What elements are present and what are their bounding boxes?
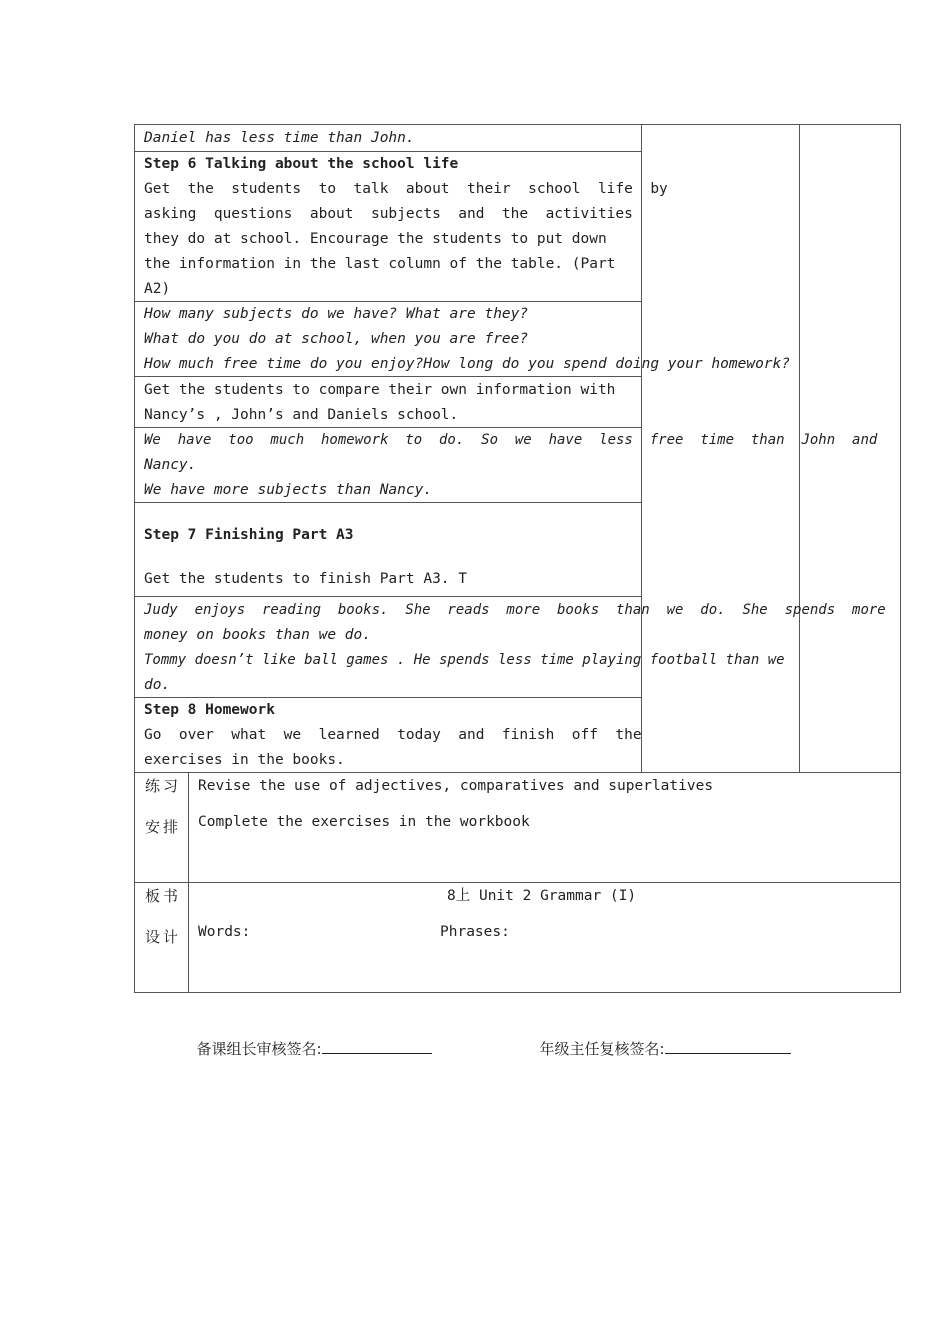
compare-text: Nancy’s , John’s and Daniels school. [144, 407, 459, 423]
a3-sentence: do. [144, 677, 171, 693]
board-phrases: Phrases: [440, 924, 510, 940]
answer: We have too much homework to do. So we have less free time than John and [144, 432, 878, 448]
practice-label: 练习 [145, 777, 182, 795]
answer: We have more subjects than Nancy. [144, 482, 433, 498]
practice-label: 安排 [145, 818, 182, 836]
step6-text: they do at school. Encourage the students to put down [144, 231, 607, 247]
step6-text: asking questions about subjects and the activities [144, 206, 633, 222]
step7-title: Step 7 Finishing Part A3 [144, 527, 354, 543]
row-divider [134, 596, 641, 597]
board-label: 板书 [145, 887, 182, 905]
step6-text: the information in the last column of the table. (Part [144, 256, 616, 272]
signature-right [530, 1020, 791, 1059]
board-words: Words: [198, 924, 251, 940]
question: How many subjects do we have? What are they? [144, 306, 529, 322]
step6-title: Step 6 Talking about the school life [144, 156, 459, 172]
step6-text: Get the students to talk about their school life by [144, 181, 668, 197]
signature-right-line [665, 1039, 791, 1054]
step8-title: Step 8 Homework [144, 702, 275, 718]
question: What do you do at school, when you are free? [144, 331, 529, 347]
signature-left-label: 备课组长审核签名: [196, 1040, 322, 1058]
a3-sentence: money on books than we do. [144, 627, 371, 643]
step8-text: Go over what we learned today and finish off the [144, 727, 642, 743]
example-sentence: Daniel has less time than John. [144, 130, 415, 146]
practice-line: Complete the exercises in the workbook [198, 814, 530, 830]
answer: Nancy. [144, 457, 197, 473]
section-divider [134, 882, 901, 883]
a3-sentence: Judy enjoys reading books. She reads more books than we do. She spends more [144, 602, 886, 618]
a3-sentence: Tommy doesn’t like ball games . He spends less time playing football than we [144, 652, 785, 668]
step7-text: Get the students to finish Part A3. T [144, 571, 468, 587]
signature-left [187, 1020, 432, 1059]
practice-line: Revise the use of adjectives, comparatives and superlatives [198, 778, 714, 794]
board-title: 8上 Unit 2 Grammar (I) [447, 888, 637, 904]
question: How much free time do you enjoy?How long do you spend doing your homework? [144, 356, 791, 372]
step6-text: A2) [144, 281, 171, 297]
step8-text: exercises in the books. [144, 752, 345, 768]
signature-right-label: 年级主任复核签名: [539, 1040, 665, 1058]
board-label: 设计 [145, 928, 182, 946]
compare-text: Get the students to compare their own information with [144, 382, 616, 398]
signature-left-line [322, 1039, 432, 1054]
